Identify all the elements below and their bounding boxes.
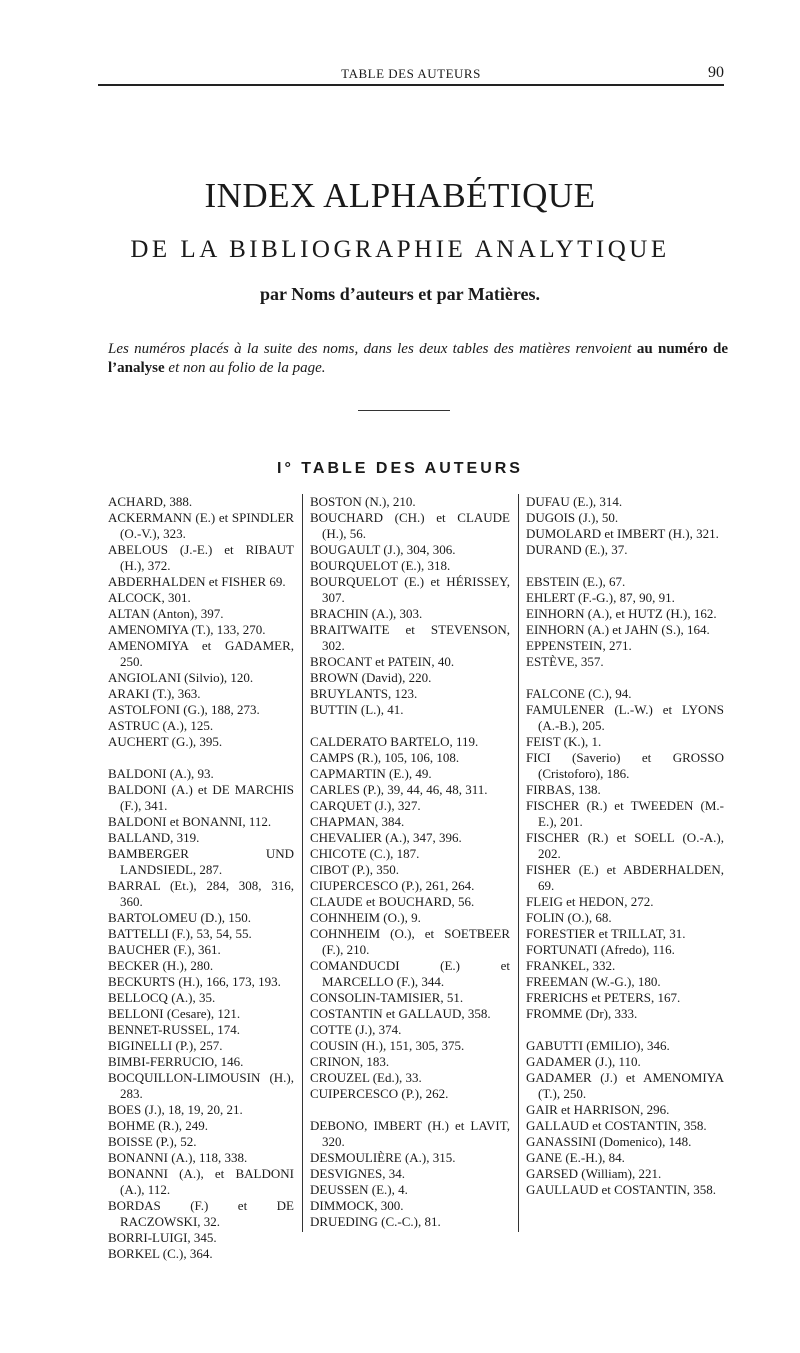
index-entry: BELLONI (Cesare), 121. <box>108 1006 241 1021</box>
index-entry: FORESTIER et TRILLAT, 31. <box>526 926 686 941</box>
index-entry: GANASSINI (Domenico), 148. <box>526 1134 692 1149</box>
index-entry: BOCQUILLON-LIMOUSIN (H.), 283. <box>108 1070 294 1101</box>
index-entry: CHEVALIER (A.), 347, 396. <box>310 830 462 845</box>
page-number: 90 <box>708 64 724 81</box>
note-part-2: au numéro de l’analyse <box>108 341 729 376</box>
index-entry: DURAND (E.), 37. <box>526 542 628 557</box>
index-entry: DUGOIS (J.), 50. <box>526 510 619 525</box>
index-entry: CLAUDE et BOUCHARD, 56. <box>310 894 475 909</box>
index-entry: BROWN (David), 220. <box>310 670 432 685</box>
column-divider <box>302 494 303 1232</box>
index-entry: GABUTTI (EMILIO), 346. <box>526 1038 670 1053</box>
index-entry: CAPMARTIN (E.), 49. <box>310 766 432 781</box>
index-entry: BECKURTS (H.), 166, 173, 193. <box>108 974 281 989</box>
index-entry: GAULLAUD et COSTANTIN, 358. <box>526 1182 716 1197</box>
index-entry: CALDERATO BARTELO, 119. <box>310 734 479 749</box>
index-entry: CROUZEL (Ed.), 33. <box>310 1070 422 1085</box>
index-entry: FOLIN (O.), 68. <box>526 910 612 925</box>
page-title: INDEX ALPHABÉTIQUE <box>204 176 596 215</box>
index-entry: DRUEDING (C.-C.), 81. <box>310 1214 441 1229</box>
index-entry: FROMME (Dr), 333. <box>526 1006 638 1021</box>
index-entry: FALCONE (C.), 94. <box>526 686 632 701</box>
index-entry: CONSOLIN-TAMISIER, 51. <box>310 990 464 1005</box>
index-column-1 <box>108 494 294 1261</box>
index-entry: BAMBERGER UND LANDSIEDL, 287. <box>108 846 294 877</box>
index-entry: AMENOMIYA (T.), 133, 270. <box>108 622 266 637</box>
index-entry: ESTÈVE, 357. <box>526 654 604 669</box>
section-title: I° TABLE DES AUTEURS <box>277 460 523 477</box>
index-entry: FISHER (E.) et ABDERHALDEN, 69. <box>526 862 724 893</box>
index-entry: BOUCHARD (CH.) et CLAUDE (H.), 56. <box>310 510 510 541</box>
running-header <box>98 64 724 86</box>
index-entry: BAUCHER (F.), 361. <box>108 942 221 957</box>
index-entry: BECKER (H.), 280. <box>108 958 214 973</box>
index-entry: BRACHIN (A.), 303. <box>310 606 423 621</box>
index-entry: FRERICHS et PETERS, 167. <box>526 990 681 1005</box>
index-entry: COHNHEIM (O.), 9. <box>310 910 421 925</box>
page-subtitle: DE LA BIBLIOGRAPHIE ANALYTIQUE <box>130 236 670 263</box>
index-entry: BALDONI (A.) et DE MARCHIS (F.), 341. <box>108 782 294 813</box>
index-entry: BOISSE (P.), 52. <box>108 1134 197 1149</box>
running-title: TABLE DES AUTEURS <box>341 66 481 81</box>
index-entry: CRINON, 183. <box>310 1054 390 1069</box>
index-entry: CHICOTE (C.), 187. <box>310 846 420 861</box>
index-entry: BELLOCQ (A.), 35. <box>108 990 216 1005</box>
index-entry: BOURQUELOT (E.), 318. <box>310 558 451 573</box>
index-entry: GAIR et HARRISON, 296. <box>526 1102 670 1117</box>
index-entry: FISCHER (R.) et TWEEDEN (M.-E.), 201. <box>526 798 724 829</box>
index-entry: EINHORN (A.) et JAHN (S.), 164. <box>526 622 710 637</box>
index-entry: BORDAS (F.) et DE RACZOWSKI, 32. <box>108 1198 294 1229</box>
column-divider <box>518 494 519 1232</box>
note-part-3: et non au folio de la page. <box>168 360 326 376</box>
index-entry: EPPENSTEIN, 271. <box>526 638 632 653</box>
index-entry: CAMPS (R.), 105, 106, 108. <box>310 750 460 765</box>
index-entry: CUIPERCESCO (P.), 262. <box>310 1086 449 1101</box>
index-entry: GALLAUD et COSTANTIN, 358. <box>526 1118 707 1133</box>
index-entry: BOSTON (N.), 210. <box>310 494 416 509</box>
index-entry: ABDERHALDEN et FISHER 69. <box>108 574 286 589</box>
byline: par Noms d’auteurs et par Matières. <box>260 284 540 304</box>
index-entry: BALLAND, 319. <box>108 830 200 845</box>
index-entry: DUFAU (E.), 314. <box>526 494 623 509</box>
index-entry: DESVIGNES, 34. <box>310 1166 405 1181</box>
section-rule <box>358 410 450 411</box>
index-entry: BONANNI (A.), et BALDONI (A.), 112. <box>108 1166 294 1197</box>
index-entry: FORTUNATI (Afredo), 116. <box>526 942 675 957</box>
index-column-3 <box>526 494 724 1253</box>
index-entry: ACKERMANN (E.) et SPINDLER (O.-V.), 323. <box>108 510 294 541</box>
index-entry: BRAITWAITE et STEVENSON, 302. <box>310 622 510 653</box>
index-entry: BUTTIN (L.), 41. <box>310 702 404 717</box>
index-entry: FISCHER (R.) et SOELL (O.-A.), 202. <box>526 830 724 861</box>
index-entry: COSTANTIN et GALLAUD, 358. <box>310 1006 491 1021</box>
index-entry: COTTE (J.), 374. <box>310 1022 402 1037</box>
index-entry: BENNET-RUSSEL, 174. <box>108 1022 241 1037</box>
index-entry: DUMOLARD et IMBERT (H.), 321. <box>526 526 719 541</box>
index-entry: CHAPMAN, 384. <box>310 814 405 829</box>
index-entry: FRANKEL, 332. <box>526 958 616 973</box>
index-entry: DEBONO, IMBERT (H.) et LAVIT, 320. <box>310 1118 510 1149</box>
index-entry: FLEIG et HEDON, 272. <box>526 894 654 909</box>
index-entry: ACHARD, 388. <box>108 494 193 509</box>
index-entry: BOURQUELOT (E.) et HÉRISSEY, 307. <box>310 574 510 605</box>
index-entry: BOUGAULT (J.), 304, 306. <box>310 542 456 557</box>
index-entry: BATTELLI (F.), 53, 54, 55. <box>108 926 252 941</box>
index-entry: CIBOT (P.), 350. <box>310 862 399 877</box>
index-entry: BRUYLANTS, 123. <box>310 686 418 701</box>
index-entry: FEIST (K.), 1. <box>526 734 602 749</box>
index-entry: ASTRUC (A.), 125. <box>108 718 214 733</box>
index-entry: EBSTEIN (E.), 67. <box>526 574 626 589</box>
index-entry: BARRAL (Et.), 284, 308, 316, 360. <box>108 878 294 909</box>
index-entry: GARSED (William), 221. <box>526 1166 662 1181</box>
index-entry: BOHME (R.), 249. <box>108 1118 209 1133</box>
index-entry: FREEMAN (W.-G.), 180. <box>526 974 661 989</box>
index-entry: ANGIOLANI (Silvio), 120. <box>108 670 254 685</box>
index-entry: DESMOULIÈRE (A.), 315. <box>310 1150 456 1165</box>
index-entry: COUSIN (H.), 151, 305, 375. <box>310 1038 465 1053</box>
index-entry: BORKEL (C.), 364. <box>108 1246 213 1261</box>
index-entry: BONANNI (A.), 118, 338. <box>108 1150 248 1165</box>
index-entry: GADAMER (J.) et AMENOMIYA (T.), 250. <box>526 1070 724 1101</box>
index-entry: ALCOCK, 301. <box>108 590 191 605</box>
index-entry: AUCHERT (G.), 395. <box>108 734 223 749</box>
note-part-1: Les numéros placés à la suite des noms, dans les deux tables des matières renvoient <box>108 341 632 357</box>
index-entry: EHLERT (F.-G.), 87, 90, 91. <box>526 590 675 605</box>
index-entry: FIRBAS, 138. <box>526 782 601 797</box>
index-entry: CIUPERCESCO (P.), 261, 264. <box>310 878 475 893</box>
index-entry: BARTOLOMEU (D.), 150. <box>108 910 252 925</box>
index-entry: ABELOUS (J.-E.) et RIBAUT (H.), 372. <box>108 542 294 573</box>
index-entry: AMENOMIYA et GADAMER, 250. <box>108 638 294 669</box>
index-entry: COMANDUCDI (E.) et MARCELLO (F.), 344. <box>310 958 510 989</box>
index-entry: DIMMOCK, 300. <box>310 1198 404 1213</box>
index-entry: BALDONI (A.), 93. <box>108 766 214 781</box>
index-entry: ARAKI (T.), 363. <box>108 686 201 701</box>
index-entry: COHNHEIM (O.), et SOETBEER (F.), 210. <box>310 926 510 957</box>
intro-note <box>108 340 728 378</box>
index-entry: BROCANT et PATEIN, 40. <box>310 654 455 669</box>
index-entry: ASTOLFONI (G.), 188, 273. <box>108 702 260 717</box>
index-entry: CARQUET (J.), 327. <box>310 798 421 813</box>
index-entry: GANE (E.-H.), 84. <box>526 1150 625 1165</box>
index-entry: BOES (J.), 18, 19, 20, 21. <box>108 1102 243 1117</box>
index-entry: EINHORN (A.), et HUTZ (H.), 162. <box>526 606 717 621</box>
index-entry: BIMBI-FERRUCIO, 146. <box>108 1054 244 1069</box>
index-entry: FICI (Saverio) et GROSSO (Cristoforo), 186. <box>526 750 724 781</box>
index-entry: GADAMER (J.), 110. <box>526 1054 641 1069</box>
index-entry: FAMULENER (L.-W.) et LYONS (A.-B.), 205. <box>526 702 724 733</box>
index-entry: ALTAN (Anton), 397. <box>108 606 224 621</box>
index-entry: CARLES (P.), 39, 44, 46, 48, 311. <box>310 782 488 797</box>
index-entry: BALDONI et BONANNI, 112. <box>108 814 272 829</box>
index-entry: DEUSSEN (E.), 4. <box>310 1182 408 1197</box>
index-entry: BORRI-LUIGI, 345. <box>108 1230 217 1245</box>
index-entry: BIGINELLI (P.), 257. <box>108 1038 223 1053</box>
index-column-2 <box>310 494 510 1253</box>
